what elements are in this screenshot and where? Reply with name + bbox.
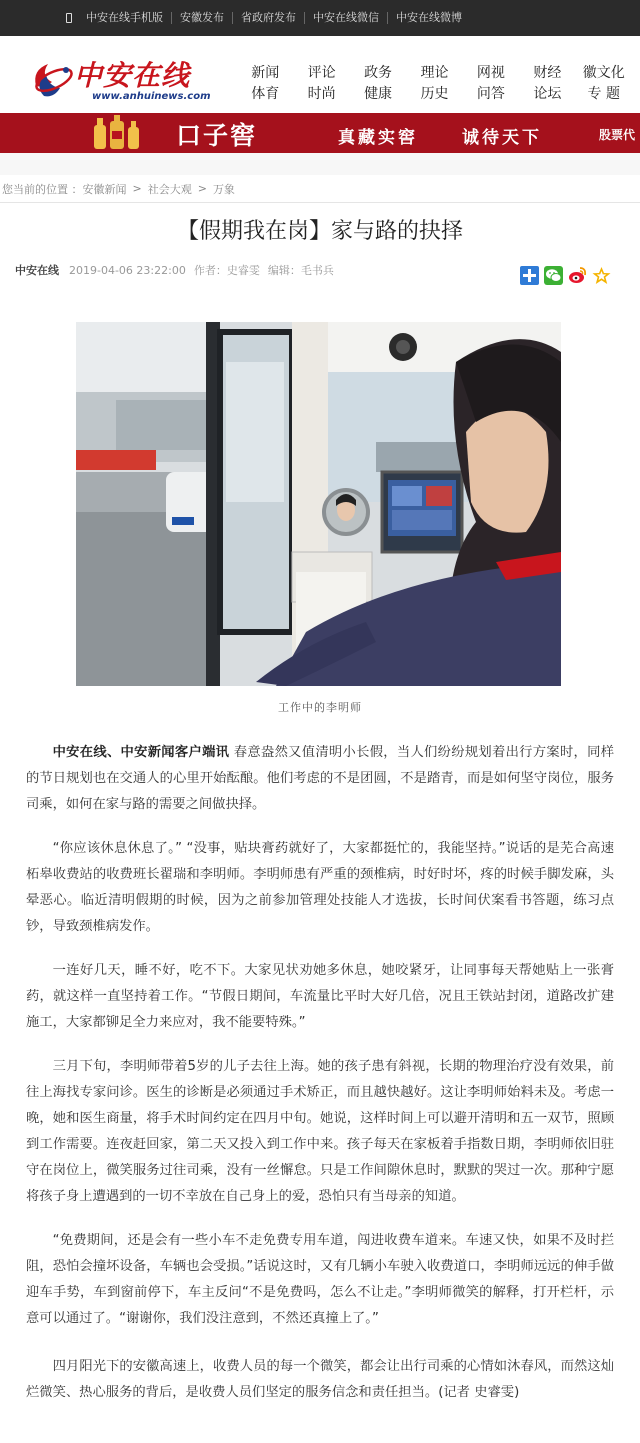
ad-slogan-2: 诚待天下: [462, 128, 542, 148]
share-plus-icon[interactable]: [520, 266, 539, 285]
link-gov-release[interactable]: 省政府发布: [233, 12, 305, 24]
weibo-icon[interactable]: [568, 266, 587, 285]
ad-banner[interactable]: [0, 113, 640, 153]
nav-item-comment[interactable]: 评论: [307, 65, 336, 81]
breadcrumb-separator: >: [197, 182, 207, 195]
nav-item-news[interactable]: 新闻: [251, 65, 280, 81]
nav-item-finance[interactable]: 财经: [533, 65, 562, 81]
photo-caption: 工作中的李明师: [278, 701, 362, 714]
article-paragraph-text: 春意盎然又值清明小长假，当人们纷纷规划着出行方案时，同样的节日规划也在交通人的心里开始酝酿。他们考虑的不是团圆，不是踏青，而是如何坚守岗位，服务司乘，如何在家与路的需要之间做抉择。: [26, 745, 615, 812]
spacer-band: [0, 153, 640, 175]
article-paragraph: 一连好几天，睡不好，吃不下。大家见状劝她多休息，她咬紧牙，让同事每天帮她贴上一张膏药，就这样一直坚持着工作。“节假日期间，车流量比平时大好几倍，况且王铁站封闭，道路改扩建施工，大家都铆足全力来应对，我不能要特殊。”: [26, 963, 614, 1030]
article-photo: [76, 322, 561, 686]
nav-item-video[interactable]: 网视: [476, 65, 505, 81]
link-wechat[interactable]: 中安在线微信: [305, 12, 388, 24]
article-paragraph: “你应该休息休息了。” “没事，贴块膏药就好了，大家都挺忙的，我能坚持。”说话的是芜合高速柘皋收费站的收费班长翟瑞和李明师。李明师患有严重的颈椎病，时好时坏，疼的时候手脚发麻，头晕恶心。临近清明假期的时候，因为之前参加管理处技能人才选拔，长时间伏案看书答题，练习点钞，导致颈椎病发作。: [26, 841, 614, 934]
top-bar: [0, 0, 640, 36]
site-header: [0, 36, 640, 112]
nav-item-forum[interactable]: 论坛: [533, 86, 562, 102]
mobile-phone-icon: [66, 13, 72, 23]
link-anhui-release[interactable]: 安徽发布: [172, 12, 233, 24]
share-bar: [520, 266, 611, 285]
nav-item-hui-culture[interactable]: 徽文化: [582, 65, 625, 81]
article-author: 作者：史睿雯: [193, 264, 260, 277]
article-editor: 编辑：毛书兵: [267, 264, 334, 277]
nav-item-qa[interactable]: 问答: [476, 86, 505, 102]
article-source[interactable]: 中安在线: [15, 264, 59, 277]
article-paragraph: 三月下旬，李明师带着5岁的儿子去往上海。她的孩子患有斜视，长期的物理治疗没有效果，前往上海找专家问诊。医生的诊断是必须通过手术矫正，而且越快越好。这让李明师始料未及。考虑一晚，她和医生商量，将手术时间约定在四月中旬。她说，这样时间上可以避开清明和五一双节，照顾到工作需要。连夜赶回家，第二天又投入到工作中来。孩子每天在家板着手指数日期，李明师依旧驻守在岗位上，微笑服务过往司乘，没有一丝懈怠。只是工作间隙休息时，默默的哭过一次。那种宁愿将孩子身上遭遇到的一切不幸放在自己身上的爱，恐怕只有当母亲的知道。: [26, 1059, 614, 1204]
breadcrumb-label: 您当前的位置 ：: [2, 182, 83, 196]
favorite-star-icon[interactable]: [592, 266, 611, 285]
logo-url: www.anhuinews.com: [92, 91, 211, 102]
wechat-icon[interactable]: [544, 266, 563, 285]
liquor-bottles-icon: [88, 115, 144, 151]
breadcrumb-item-anhui-news[interactable]: 安徽新闻: [82, 182, 127, 196]
link-weibo[interactable]: 中安在线微博: [396, 11, 462, 24]
site-logo[interactable]: [30, 52, 211, 108]
article-paragraph: “免费期间，还是会有一些小车不走免费专用车道，闯进收费车道来。车速又快，如果不及时拦阻，恐怕会撞坏设备，车辆也会受损。”话说这时，又有几辆小车驶入收费道口，李明师远远的伸手做迎车手势，车到窗前停下，车主反问“不是免费吗，怎么不让走。”李明师微笑的解释，打开栏杆，示意可以通过了。“谢谢你，我们没注意到，不然还真撞上了。”: [26, 1233, 614, 1326]
nav-item-politics[interactable]: 政务: [364, 65, 393, 81]
logo-mark-icon: [30, 56, 76, 102]
article-meta: [15, 262, 334, 278]
nav-item-history[interactable]: 历史: [420, 86, 449, 102]
nav-item-topics[interactable]: 专 题: [587, 86, 620, 102]
logo-text: 中安在线: [74, 59, 191, 92]
article-title: 【假期我在岗】家与路的抉择: [176, 219, 463, 244]
toll-booth-photo: [76, 322, 561, 686]
ad-slogan-1: 真藏实窖: [338, 128, 418, 148]
article-datetime: 2019-04-06 23:22:00: [69, 263, 186, 277]
link-mobile[interactable]: 中安在线手机版: [78, 12, 172, 24]
main-nav: [237, 64, 632, 104]
nav-item-theory[interactable]: 理论: [420, 65, 449, 81]
nav-item-health[interactable]: 健康: [364, 86, 393, 102]
nav-item-fashion[interactable]: 时尚: [307, 86, 336, 102]
article-paragraph: 四月阳光下的安徽高速上，收费人员的每一个微笑，都会让出行司乘的心情如沐春风，而然这灿烂微笑、热心服务的背后，是收费人员们坚定的服务信念和责任担当。(记者 史睿雯): [26, 1359, 614, 1400]
breadcrumb-separator: >: [132, 182, 142, 195]
nav-item-sports[interactable]: 体育: [251, 86, 280, 102]
top-links: [66, 0, 470, 36]
article-lead: 中安在线、中安新闻客户端讯: [52, 745, 230, 760]
breadcrumb-item-society[interactable]: 社会大观: [147, 182, 192, 196]
breadcrumb-item-misc[interactable]: 万象: [212, 182, 235, 196]
ad-brand: 口子窖: [176, 121, 258, 150]
article-paragraph: [26, 740, 614, 818]
ad-stock-code: 股票代: [599, 128, 636, 142]
breadcrumb: [0, 175, 640, 203]
